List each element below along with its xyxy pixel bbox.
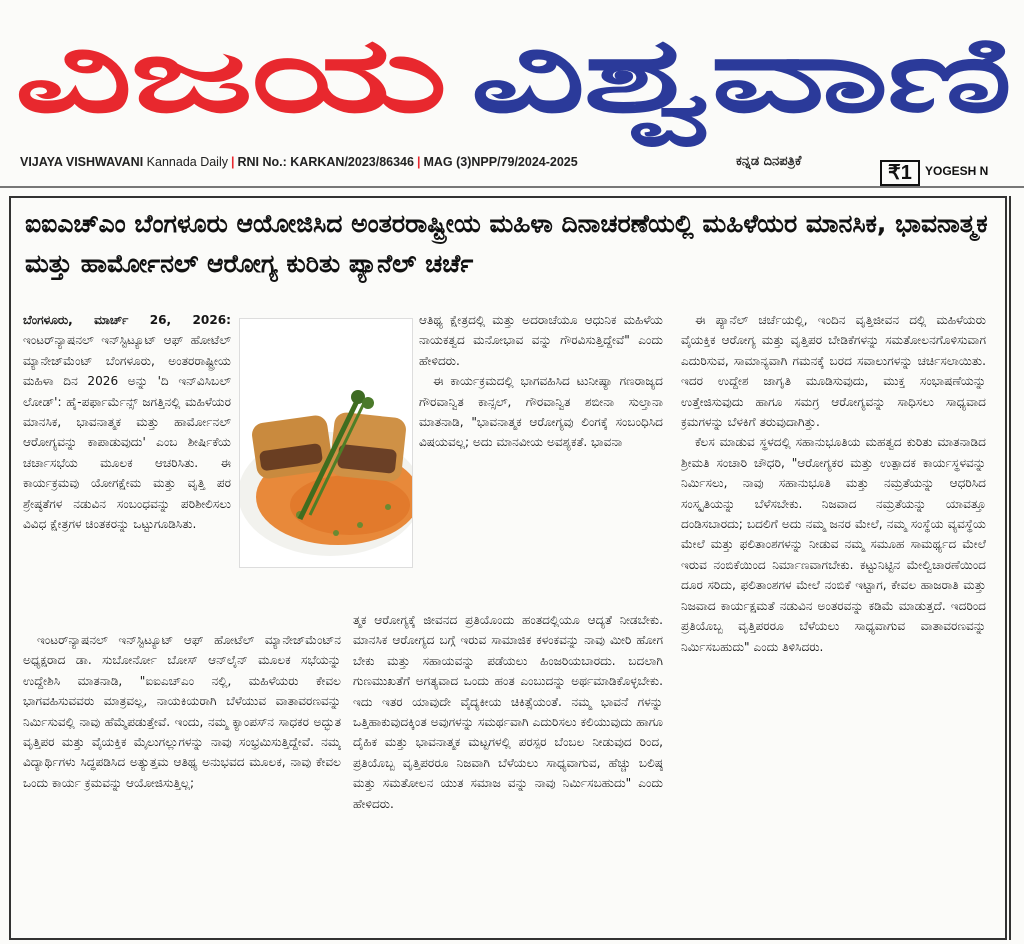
dateline: ಬೆಂಗಳೂರು, ಮಾರ್ಚ್ 26, 2026:	[23, 313, 231, 327]
article-headline: ಐಐಎಚ್‌ಎಂ ಬೆಂಗಳೂರು ಆಯೋಜಿಸಿದ ಅಂತರರಾಷ್ಟ್ರೀಯ ಮಹಿಳಾ ದಿನಾಚರಣೆಯಲ್ಲಿ ಮಹಿಳೆಯರ ಮಾನಸಿಕ, ಭಾವನಾತ್ಮಕ ಮತ್ತು ಹಾರ್ಮೋನಲ್ ಆರೋಗ್ಯ ಕುರಿತು ಪ್ಯಾನೆಲ್ ಚರ್ಚೆ	[25, 209, 988, 278]
paragraph: ಈ ಕಾರ್ಯಕ್ರಮದಲ್ಲಿ ಭಾಗವಹಿಸಿದ ಟುನೀಷ್ಯಾ ಗಣರಾಜ್ಯದ ಗೌರವಾನ್ವಿತ ಕಾನ್ಸಲ್, ಗೌರವಾನ್ವಿತ ಶಬೀನಾ ಸುಲ್ತಾನಾ ಮಾತನಾಡಿ, "ಭಾವನಾತ್ಮಕ ಆರೋಗ್ಯವು ಲಿಂಗಕ್ಕೆ ಸಂಬಂಧಿಸಿದ ವಿಷಯವಲ್ಲ; ಅದು ಮಾನವೀಯ ಅವಶ್ಯಕತೆ. ಭಾವನಾ	[419, 374, 663, 450]
paragraph: ಇಂಟರ್‌ನ್ಯಾಷನಲ್ ಇನ್‌ಸ್ಟಿಟ್ಯೂಟ್ ಆಫ್ ಹೋಟೆಲ್ ಮ್ಯಾನೇಜ್‌ಮೆಂಟ್ ಬೆಂಗಳೂರು, ಅಂತರರಾಷ್ಟ್ರೀಯ ಮಹಿಳಾ ದಿನ 2026 ಅನ್ನು 'ದಿ ಇನ್‌ವಿಸಿಬಲ್ ಲೋಡ್': ಹೈ-ಪರ್ಫಾರ್ಮೆನ್ಸ್ ಜಗತ್ತಿನಲ್ಲಿ ಮಹಿಳೆಯರ ಮಾನಸಿಕ, ಭಾವನಾತ್ಮಕ ಮತ್ತು ಹಾರ್ಮೋನಲ್ ಆರೋಗ್ಯವನ್ನು ಕಾಪಾಡುವುದು' ಎಂಬ ಶೀರ್ಷಿಕೆಯ ಚರ್ಚಾಸಭೆಯ ಮೂಲಕ ಆಚರಿಸಿತು. ಈ ಕಾರ್ಯಕ್ರಮವು ಯೋಗಕ್ಷೇಮ ಮತ್ತು ವೃತ್ತಿ ಪರ ಶ್ರೇಷ್ಠತೆಗಳ ನಡುವಿನ ಸಂಬಂಧವನ್ನು ಪರಿಶೀಲಿಸಲು ವಿವಿಧ ಕ್ಷೇತ್ರಗಳ ಚಿಂತಕರನ್ನು ಒಟ್ಟುಗೂಡಿಸಿತು.	[23, 333, 231, 532]
title-vishwavani: ವಿಶ್ವವಾಣಿ	[470, 14, 1010, 136]
article-column-1-bottom	[23, 630, 341, 930]
editor-name: YOGESH N	[925, 164, 989, 178]
tagline: ಕನ್ನಡ ದಿನಪತ್ರಿಕೆ	[736, 154, 802, 169]
paragraph: ಕೆಲಸ ಮಾಡುವ ಸ್ಥಳದಲ್ಲಿ ಸಹಾನುಭೂತಿಯ ಮಹತ್ವದ ಕುರಿತು ಮಾತನಾಡಿದ ಶ್ರೀಮತಿ ಸಂಚಾರಿ ಚೌಧರಿ, "ಆರೋಗ್ಯಕರ ಮತ್ತು ಉತ್ಪಾದಕ ಕಾರ್ಯಸ್ಥಳವನ್ನು ನಿರ್ಮಿಸಲು, ನಾವು ಸಹಾನುಭೂತಿ ಮತ್ತು ನಮ್ರತೆಯನ್ನು ಆಧರಿಸಿದ ಸಂಸ್ಕೃತಿಯನ್ನು ಬೆಳೆಸಬೇಕು. ನಿಜವಾದ ನಮ್ರತೆಯನ್ನು ಯಾವತ್ತೂ ದಂಡಿಸಬಾರದು; ಬದಲಿಗೆ ಅದು ನಮ್ಮ ಜನರ ಮೇಲೆ, ನಮ್ಮ ಸಂಸ್ಥೆಯ ವ್ಯವಸ್ಥೆಯ ಮೇಲೆ ಮತ್ತು ಫಲಿತಾಂಶಗಳನ್ನು ನೀಡುವ ನಮ್ಮ ಸಮೂಹ ಸಾಮರ್ಥ್ಯದ ಮೇಲೆ ಇರುವ ನಂಬಿಕೆಯಿಂದ ನಿರ್ಮಾಣವಾಗಬೇಕು. ಕಟ್ಟುನಿಟ್ಟಿನ ಮೇಲ್ವಿಚಾರಣೆಯಿಂದ ದೂರ ಸರಿದು, ಫಲಿತಾಂಶಗಳ ಮೇಲೆ ನಂಬಿಕೆ ಇಟ್ಟಾಗ, ಕೇವಲ ಹಾಜರಾತಿ ಮತ್ತು ನಿಜವಾದ ಕಾರ್ಯಕ್ಷಮತೆ ನಡುವಿನ ಅಂತರವನ್ನು ಕಡಿಮೆ ಮಾಡುತ್ತದೆ. ಇದರಿಂದ ಪ್ರತಿಯೊಬ್ಬ ವೃತ್ತಿಪರರೂ ಬೆಳೆಯಲು ಸಾಧ್ಯವಾಗುವ ವಾತಾವರಣವನ್ನು ನಿರ್ಮಿಸಬಹುದು" ಎಂದು ತಿಳಿಸಿದರು.	[681, 435, 986, 654]
paragraph: ಇಂಟರ್‌ನ್ಯಾಷನಲ್ ಇನ್‌ಸ್ಟಿಟ್ಯೂಟ್ ಆಫ್ ಹೋಟೆಲ್ ಮ್ಯಾನೇಜ್‌ಮೆಂಟ್‌ನ ಅಧ್ಯಕ್ಷರಾದ ಡಾ. ಸುಬೋರ್ನೋ ಬೋಸ್ ಆನ್‌ಲೈನ್ ಮೂಲಕ ಸಭೆಯನ್ನು ಉದ್ದೇಶಿಸಿ ಮಾತನಾಡಿ, "ಐಐಎಚ್‌ಎಂ ನಲ್ಲಿ, ಮಹಿಳೆಯರು ಕೇವಲ ಭಾಗವಹಿಸುವವರು ಮಾತ್ರವಲ್ಲ, ನಾಯಕಿಯರಾಗಿ ಬೆಳೆಯುವ ವಾತಾವರಣವನ್ನು ನಿರ್ಮಿಸುವಲ್ಲಿ ನಾವು ಹೆಮ್ಮೆಪಡುತ್ತೇವೆ. ಇಂದು, ನಮ್ಮ ಕ್ಯಾಂಪಸ್‌ನ ಸಾಧಕರ ಅದ್ಭುತ ವೃತ್ತಿಪರ ಮತ್ತು ವೈಯಕ್ತಿಕ ಮೈಲುಗಲ್ಲುಗಳನ್ನು ನಾವು ಸಂಭ್ರಮಿಸುತ್ತಿದ್ದೇವೆ. ನಮ್ಮ ವಿದ್ಯಾರ್ಥಿಗಳು ಸಿದ್ಧಪಡಿಸಿದ ಅತ್ಯುತ್ತಮ ಆತಿಥ್ಯ ಅನುಭವದ ಮೂಲಕ, ನಾವು ಕೇವಲ ಒಂದು ಕಾರ್ಯ ಕ್ರಮವನ್ನು ಆಯೋಜಿಸುತ್ತಿಲ್ಲ;	[23, 633, 341, 790]
paper-name: VIJAYA VISHWAVANI	[20, 155, 144, 169]
masthead	[0, 0, 1024, 185]
paragraph: ತ್ಮಕ ಆರೋಗ್ಯಕ್ಕೆ ಜೀವನದ ಪ್ರತಿಯೊಂದು ಹಂತದಲ್ಲಿಯೂ ಆದ್ಯತೆ ನೀಡಬೇಕು. ಮಾನಸಿಕ ಆರೋಗ್ಯದ ಬಗ್ಗೆ ಇರುವ ಸಾಮಾಜಿಕ ಕಳಂಕವನ್ನು ನಾವು ಮೀರಿ ಹೋಗ ಬೇಕು ಮತ್ತು ಸಹಾಯವನ್ನು ಪಡೆಯಲು ಹಿಂಜರಿಯಬಾರದು. ಬದಲಾಗಿ ಗುಣಮುಖತೆಗೆ ಅಗತ್ಯವಾದ ಒಂದು ಹಂತ ಎಂಬುದನ್ನು ಅರ್ಥಮಾಡಿಕೊಳ್ಳಬೇಕು. ಇದು ಇತರ ಯಾವುದೇ ವೈದ್ಯಕೀಯ ಚಿಕಿತ್ಸೆಯಂತೆ. ನಮ್ಮ ಭಾವನೆ ಗಳನ್ನು ಒತ್ತಿಹಾಕುವುದಕ್ಕಿಂತ ಅವುಗಳನ್ನು ಸಮರ್ಥವಾಗಿ ಎದುರಿಸಲು ಕಲಿಯುವುದು ಹಾಗೂ ದೈಹಿಕ ಮತ್ತು ಭಾವನಾತ್ಮಕ ಮಟ್ಟಗಳಲ್ಲಿ ಪರಸ್ಪರ ಬೆಂಬಲ ನೀಡುವುದ ರಿಂದ, ಪ್ರತಿಯೊಬ್ಬ ವೃತ್ತಿಪರರೂ ನಿಜವಾಗಿ ಬೆಳೆಯಲು ಸಾಧ್ಯವಾಗುವ, ಹೆಚ್ಚು ಬಲಿಷ್ಠ ಮತ್ತು ಸಮತೋಲನ ಯುತ ಸಮಾಜ ವನ್ನು ನಾವು ನಿರ್ಮಿಸಬಹುದು" ಎಂದು ಹೇಳಿದರು.	[353, 613, 663, 811]
price-badge: ₹1	[880, 160, 920, 186]
rni-value: KARKAN/2023/86346	[290, 155, 414, 169]
registration-line: VIJAYA VISHWAVANI Kannada Daily | RNI No.: KARKAN/2023/86346 | MAG (3)NPP/79/2024-2025	[20, 155, 578, 169]
article-column-3	[681, 310, 986, 920]
paper-type: Kannada Daily	[146, 155, 228, 169]
title-vijaya: ವಿಜಯ	[14, 14, 445, 136]
masthead-divider	[0, 186, 1024, 188]
paragraph: ಆತಿಥ್ಯ ಕ್ಷೇತ್ರದಲ್ಲಿ ಮತ್ತು ಅದರಾಚೆಯೂ ಆಧುನಿಕ ಮಹಿಳೆಯ ನಾಯಕತ್ವದ ಮನೋಭಾವ ವನ್ನು ಗೌರವಿಸುತ್ತಿದ್ದೇವೆ" ಎಂದು ಹೇಳಿದರು.	[419, 313, 663, 368]
paragraph: ಈ ಪ್ಯಾನೆಲ್ ಚರ್ಚೆಯಲ್ಲಿ, ಇಂದಿನ ವೃತ್ತಿಜೀವನ ದಲ್ಲಿ ಮಹಿಳೆಯರು ವೈಯಕ್ತಿಕ ಆರೋಗ್ಯ ಮತ್ತು ವೃತ್ತಿಪರ ಬೇಡಿಕೆಗಳನ್ನು ಸಮತೋಲನಗೊಳಿಸುವಾಗ ಎದುರಿಸುವ, ಸಾಮಾನ್ಯವಾಗಿ ಗಮನಕ್ಕೆ ಬರದ ಸವಾಲುಗಳನ್ನು ಚರ್ಚಿಸಲಾಯಿತು. ಇದರ ಉದ್ದೇಶ ಜಾಗೃತಿ ಮೂಡಿಸುವುದು, ಮುಕ್ತ ಸಂಭಾಷಣೆಯನ್ನು ಉತ್ತೇಜಿಸುವುದು ಹಾಗೂ ಸಮಗ್ರ ಆರೋಗ್ಯವನ್ನು ಸಾಧಿಸಲು ಸಾಧ್ಯವಾದ ಕ್ರಮಗಳನ್ನು ಬೆಳಕಿಗೆ ತರುವುದಾಗಿತ್ತು.	[681, 313, 986, 430]
food-photo	[239, 318, 413, 568]
article-column-2-bottom	[353, 610, 663, 930]
article-column-1	[23, 310, 231, 565]
article	[9, 196, 1007, 940]
mag-number: MAG (3)NPP/79/2024-2025	[423, 155, 578, 169]
article-column-2-top	[419, 310, 663, 565]
plated-dish-image	[240, 319, 412, 567]
rni-label: RNI No.:	[237, 155, 287, 169]
adjacent-article-edge	[1009, 196, 1024, 940]
